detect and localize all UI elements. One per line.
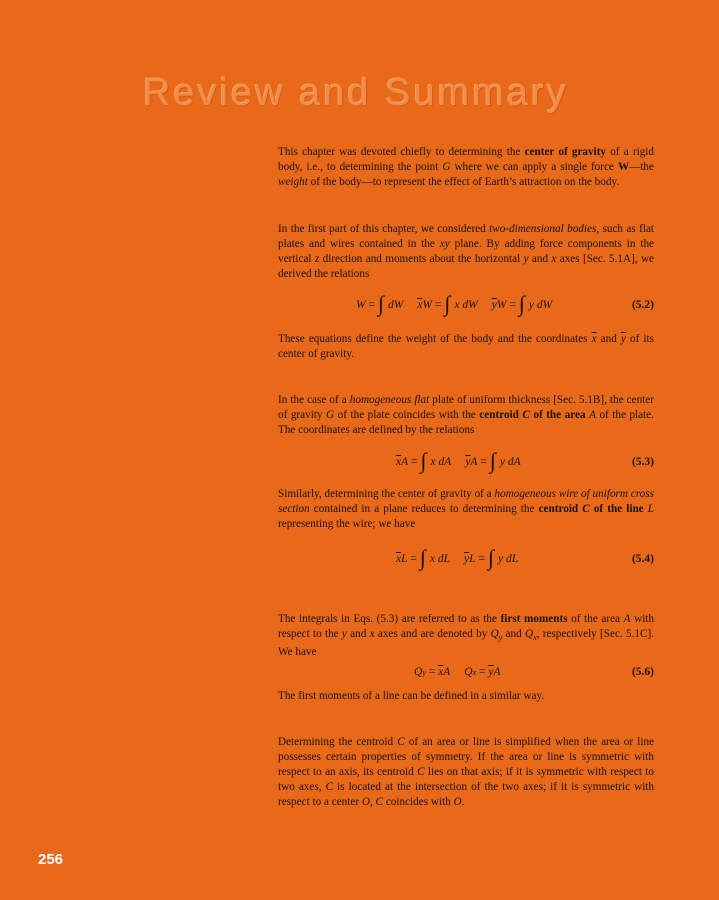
paragraph-weight-coordinates bbox=[278, 332, 654, 362]
equation-number: (5.6) bbox=[631, 666, 654, 678]
paragraph-homogeneous-wire bbox=[278, 487, 654, 532]
text-run: C bbox=[417, 766, 425, 779]
text-run: C bbox=[325, 781, 334, 794]
equation-5-4: $\overline{x}$ L = ∫ x dL $\overline{y}$ L = ∫ y dL (5.4) bbox=[396, 545, 654, 570]
text-run: O bbox=[453, 796, 462, 809]
text-run: O bbox=[361, 796, 370, 809]
text-run: $\overline{y}$ bbox=[620, 333, 626, 345]
text-run: A bbox=[589, 409, 596, 422]
text-run: C bbox=[582, 503, 590, 516]
text-run: and bbox=[528, 253, 552, 266]
text-run: of the area bbox=[567, 613, 624, 625]
text-run: These equations define the weight of the body and the coordinates bbox=[278, 333, 592, 345]
text-run: with respect to the bbox=[278, 613, 655, 641]
text-run: $\overline{x}$ bbox=[591, 333, 597, 345]
text-run: C bbox=[375, 796, 384, 809]
text-run: of an area or line is simplified when the area or line possesses certain properties of symmetry. If the area or line is symmetric with respect to an axis, its centroid bbox=[278, 736, 655, 779]
text-run: two-dimensional bodies, bbox=[489, 223, 600, 235]
equation-5-3: $\overline{x}$ A = ∫ x dA $\overline{y}$ A = ∫ y dA (5.3) bbox=[396, 448, 654, 473]
text-run: homogeneous flat bbox=[349, 394, 430, 406]
text-run: In the first part of this chapter, we considered bbox=[278, 223, 490, 235]
text-run: W bbox=[617, 161, 630, 174]
text-run: of the plate. The coordinates are defined by the relations bbox=[278, 409, 654, 437]
text-run: axes [Sec. 5.1A], we derived the relations bbox=[278, 253, 654, 281]
text-run: such as flat plates and wires contained in the bbox=[278, 223, 655, 251]
text-run: of the plate coincides with the bbox=[334, 409, 480, 422]
text-run: and bbox=[346, 628, 370, 641]
text-run: z bbox=[314, 253, 320, 266]
text-run: center of gravity bbox=[524, 146, 607, 158]
paragraph-intro bbox=[278, 145, 654, 190]
text-run: C bbox=[397, 736, 405, 748]
text-run: A bbox=[623, 613, 631, 625]
text-run: centroid bbox=[479, 409, 523, 422]
equation-number: (5.2) bbox=[631, 299, 654, 311]
text-run: C bbox=[522, 409, 530, 422]
text-run: G bbox=[442, 161, 451, 174]
text-run: of a rigid body, i.e., to determining the point bbox=[278, 146, 654, 174]
paragraph-symmetry bbox=[278, 735, 654, 810]
text-run: The first moments of a line can be defined in a similar way. bbox=[278, 690, 545, 702]
text-run: of the body—to represent the effect of Earth’s attraction on the body. bbox=[307, 176, 620, 189]
text-run: and bbox=[596, 333, 621, 345]
text-run: centroid bbox=[538, 503, 583, 516]
equation-5-6: Q y = $\overline{x}$ A Q x = $\overline{y}$ A (5.6) bbox=[278, 659, 654, 685]
text-run: y bbox=[341, 628, 347, 641]
text-run: of the area bbox=[529, 409, 590, 422]
text-run: The integrals in Eqs. (5.3) are referred to as the bbox=[278, 613, 501, 625]
text-run: contained in a plane reduces to determining the bbox=[309, 503, 539, 516]
text-run: plate of uniform thickness [Sec. 5.1B], the center of gravity bbox=[278, 394, 654, 422]
text-run: of its center of gravity. bbox=[278, 333, 654, 361]
paragraph-homogeneous-plate bbox=[278, 393, 654, 438]
text-run: plane. By adding force components in the vertical bbox=[278, 238, 654, 266]
text-run: x bbox=[369, 628, 375, 641]
text-run: , bbox=[369, 796, 376, 809]
text-run: x bbox=[533, 633, 537, 643]
paragraph-first-moments bbox=[278, 612, 654, 661]
page-number: 256 bbox=[38, 851, 64, 868]
text-run: , respectively [Sec. 5.1C]. We have bbox=[278, 628, 654, 659]
text-run: y bbox=[523, 253, 529, 266]
text-run: Q bbox=[524, 628, 534, 641]
text-run: axes and are denoted by bbox=[374, 628, 491, 641]
equation-number: (5.3) bbox=[631, 456, 654, 468]
text-run: Q bbox=[490, 628, 499, 641]
text-run: representing the wire; we have bbox=[278, 518, 416, 531]
text-run: —the bbox=[629, 161, 654, 174]
text-run: coincides with bbox=[383, 796, 454, 809]
text-run: x bbox=[551, 253, 557, 266]
paragraph-two-dimensional bbox=[278, 222, 654, 282]
text-run: and bbox=[502, 628, 525, 641]
text-run: direction and moments about the horizontal bbox=[319, 253, 524, 266]
text-run: homogeneous wire of uniform cross section bbox=[278, 488, 654, 516]
text-run: Determining the centroid bbox=[278, 736, 398, 748]
text-run: is located at the intersection of the two axes; if it is symmetric with respect to a center bbox=[278, 781, 654, 809]
text-run: first moments bbox=[500, 613, 568, 625]
text-run: where we can apply a single force bbox=[450, 161, 618, 174]
paragraph-first-moments-line bbox=[278, 689, 654, 704]
text-run: . bbox=[461, 796, 465, 809]
text-run: In the case of a bbox=[278, 394, 350, 406]
text-run: L bbox=[647, 503, 654, 516]
text-run: xy bbox=[439, 238, 450, 251]
equation-5-2: W = ∫ dW $\overline{x}$ W = ∫ x dW $\overline{y}$ W = ∫ y dW (5.2) bbox=[356, 291, 654, 316]
text-run: of the line bbox=[589, 503, 648, 516]
equation-number: (5.4) bbox=[631, 553, 654, 565]
text-run: y bbox=[498, 633, 503, 643]
text-run: This chapter was devoted chiefly to determining the bbox=[278, 146, 525, 158]
section-title: Review and Summary bbox=[143, 72, 569, 114]
text-run: Similarly, determining the center of gravity of a bbox=[278, 488, 495, 500]
text-run: G bbox=[326, 409, 335, 422]
text-run: lies on that axis; if it is symmetric with respect to two axes, bbox=[278, 766, 655, 794]
text-run: weight bbox=[278, 176, 308, 189]
